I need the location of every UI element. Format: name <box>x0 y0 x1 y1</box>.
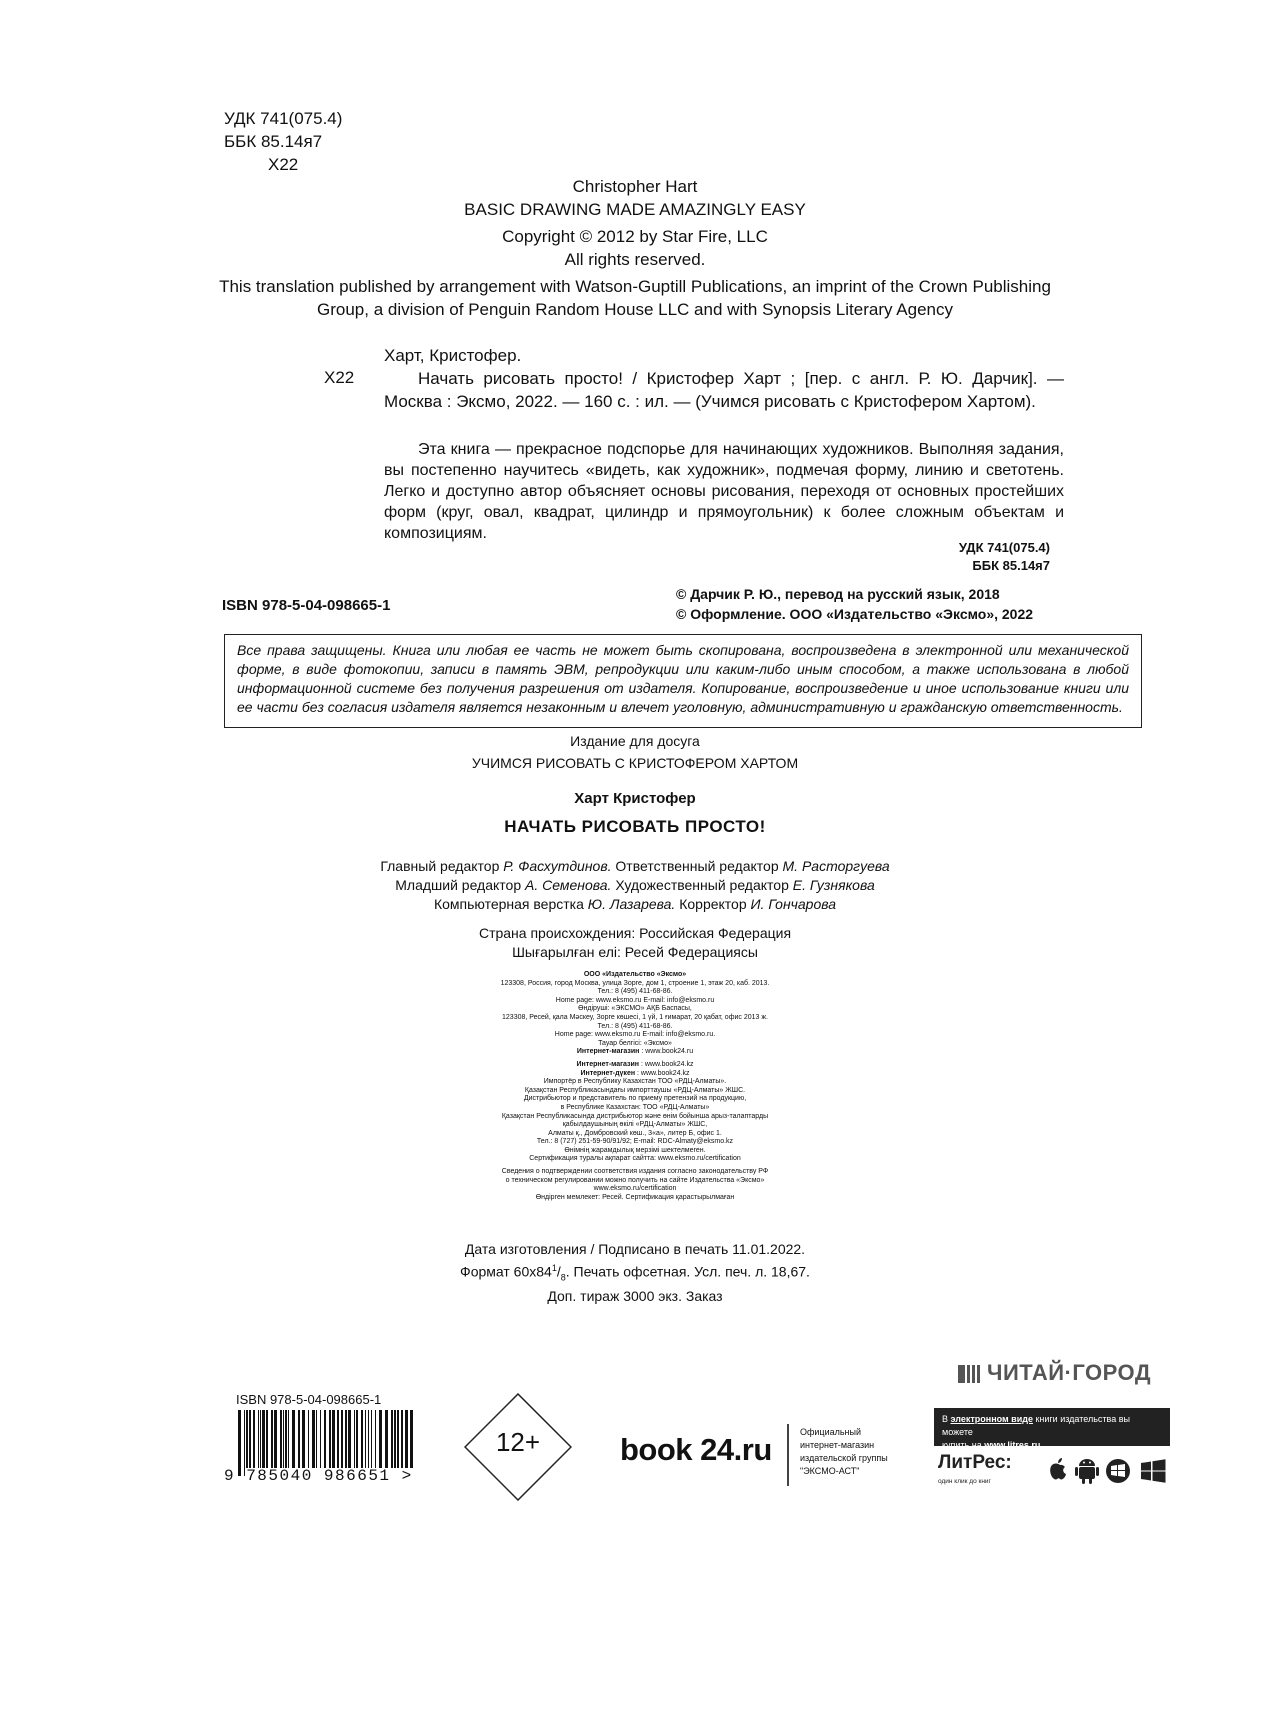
bbk-code: ББК 85.14я7 <box>224 132 323 151</box>
book24-logo: book 24.ru <box>620 1432 772 1467</box>
design-copyright: © Оформление. ООО «Издательство «Эксмо», 2022 <box>676 606 1034 622</box>
original-title: BASIC DRAWING MADE AMAZINGLY EASY <box>464 200 806 219</box>
barcode-bar <box>266 1410 268 1468</box>
publisher-info-line: Тел.: 8 (727) 251-59-90/91/92; E-mail: RDC-Almaty@eksmo.kz <box>536 1138 734 1146</box>
barcode-bar <box>253 1410 255 1468</box>
barcode-bar <box>391 1410 393 1468</box>
publisher-info-line: қабылдаушының өкілі «РДЦ-Алматы» ЖШС, <box>562 1121 708 1129</box>
barcode-bar <box>283 1410 284 1468</box>
chitai-gorod-logo: ЧИТАЙ·ГОРОД <box>958 1360 1151 1386</box>
barcode-bar <box>405 1410 408 1468</box>
publisher-info-block <box>0 971 1270 1202</box>
publisher-info-line: в Республике Казахстан: ТОО «РДЦ-Алматы» <box>560 1103 710 1111</box>
editors-line: Компьютерная верстка Ю. Лазарева. Корректор И. Гончарова <box>433 896 837 912</box>
publisher-group-3 <box>0 1168 1270 1202</box>
publisher-info-line: Тауар белгісі: «Эксмо» <box>598 1039 672 1047</box>
editors-line: Главный редактор Р. Фасхутдинов. Ответственный редактор М. Расторгуева <box>380 858 890 874</box>
imprint-author: Харт Кристофер <box>574 790 696 807</box>
publisher-info-line: о техническом регулировании можно получить на сайте Издательства «Эксмо» <box>505 1176 765 1184</box>
original-rights: All rights reserved. <box>564 250 706 269</box>
publisher-info-line: Қазақстан Республикасында дистрибьютор және өнім бойынша арыз-талаптарды <box>501 1112 769 1120</box>
barcode-bar <box>271 1410 273 1468</box>
barcode-bar <box>329 1410 331 1468</box>
arrangement-line-2: Group, a division of Penguin Random House LLC and with Synopsis Literary Agency <box>317 300 953 319</box>
barcode-bar <box>371 1410 372 1468</box>
windows-icon <box>1141 1459 1166 1482</box>
origin-ru: Страна происхождения: Российская Федерация <box>478 925 792 941</box>
barcode-bar <box>361 1410 363 1468</box>
barcode-bar <box>246 1410 248 1468</box>
publisher-info-line: Home page: www.eksmo.ru E-mail: info@eksmo.ru. <box>554 1031 716 1039</box>
barcode-bar <box>368 1410 369 1468</box>
barcode-bar <box>365 1410 366 1468</box>
publisher-info-line: www.eksmo.ru/certification <box>593 1185 677 1193</box>
rights-notice-box: Все права защищены. Книга или любая ее часть не может быть скопирована, воспроизведена в электронной или механической форме, в виде фотокопии, записи в память ЭВМ, репродукции или каким-либо иным способом, а также использована в любой информационной системе без получения разрешения от издателя. Копирование, воспроизведение и иное использование книги или ее части без согласия издателя является незаконным и влечет уголовную, административную и гражданскую ответственность. <box>224 634 1142 728</box>
barcode-bar <box>280 1410 282 1468</box>
barcode-bar <box>316 1410 317 1468</box>
publisher-info-line: Тел.: 8 (495) 411-68-86. <box>597 988 673 996</box>
biblio-abstract: Эта книга — прекрасное подспорье для начинающих художников. Выполняя задания, вы постепенно научитесь «видеть, как художник», подмечая форму, линию и светотень. Легко и доступно автор объясняет основы рисования, переходя от основных простейших форм (круг, овал, квадрат, цилиндр и прямоугольник) к более сложным объектам и композициям. <box>384 441 1064 542</box>
author-sign: Х22 <box>268 155 299 174</box>
publisher-info-line: Сведения о подтверждении соответствия издания согласно законодательству РФ <box>501 1168 769 1176</box>
publisher-info-line: Интернет-магазин : www.book24.ru <box>576 1048 694 1056</box>
barcode-digits: 9 785040 986651 > <box>224 1467 413 1485</box>
isbn: ISBN 978-5-04-098665-1 <box>222 597 391 614</box>
barcode-bar <box>320 1410 321 1468</box>
barcode-bar <box>345 1410 347 1468</box>
origin-kz: Шығарылған елі: Ресей Федерациясы <box>512 944 758 960</box>
barcode-bar <box>397 1410 399 1468</box>
windows-phone-icon <box>1106 1459 1130 1483</box>
publisher-info-line: Сертификация туралы ақпарат сайтта: www.eksmo.ru/certification <box>529 1155 741 1163</box>
barcode-bar <box>312 1410 315 1468</box>
barcode-bar <box>379 1410 382 1468</box>
barcode-bar <box>298 1410 300 1468</box>
litres-banner: В электронном виде книги издательства вы можете купить на www.litres.ru <box>934 1408 1170 1446</box>
barcode-bar <box>302 1410 305 1468</box>
biblio-author-sign: Х22 <box>324 368 355 387</box>
udk-code: УДК 741(075.4) <box>224 109 343 128</box>
publisher-info-line: Интернет-дүкен : www.book24.kz <box>580 1069 690 1077</box>
barcode-bar <box>249 1410 251 1468</box>
classification-codes <box>224 107 342 176</box>
editors-block <box>0 857 1270 914</box>
biblio-description: Начать рисовать просто! / Кристофер Харт ; [пер. с англ. Р. Ю. Дарчик]. — Москва : Эксмо, 2022. — 160 с. : ил. — (Учимся рисовать с Кристофером Хартом). <box>384 369 1064 411</box>
original-author: Christopher Hart <box>572 177 698 196</box>
publisher-info-line: Өнімнің жарамдылық мерзімі шектелмеген. <box>564 1146 706 1154</box>
barcode-bar <box>260 1410 261 1468</box>
barcode-bar <box>285 1410 287 1468</box>
apple-icon <box>1050 1458 1066 1480</box>
publisher-info-line: ООО «Издательство «Эксмо» <box>583 971 687 978</box>
translation-copyright: © Дарчик Р. Ю., перевод на русский язык, 2018 <box>676 586 1000 602</box>
publisher-info-line: 123308, Ресей, қала Мәскеу, Зорге көшесі, 1 үй, 1 ғимарат, 20 қабат, офис 2013 ж. <box>502 1013 768 1021</box>
publisher-info-line: Өндіруші: «ЭКСМО» АҚБ Баспасы, <box>578 1005 692 1013</box>
original-copyright: Copyright © 2012 by Star Fire, LLC <box>502 227 768 246</box>
publisher-group-1 <box>0 971 1270 1057</box>
arrangement-line-1: This translation published by arrangement with Watson-Guptill Publications, an imprint of the Crown Publishing <box>219 277 1051 296</box>
barcode-bar <box>324 1410 326 1468</box>
biblio-heading: Харт, Кристофер. <box>384 346 522 365</box>
printing-format: Формат $60x84^1/_8$. Печать офсетная. Усл. печ. л. 18,67. <box>460 1263 810 1283</box>
barcode-bar <box>385 1410 388 1468</box>
barcode-bar <box>292 1410 295 1468</box>
barcode-bar <box>337 1410 339 1468</box>
barcode-isbn: ISBN 978-5-04-098665-1 <box>236 1392 382 1407</box>
book24-description: Официальный интернет-магазин издательской группы "ЭКСМО-АСТ" <box>800 1427 888 1476</box>
barcode-bar <box>401 1410 403 1468</box>
russian-copyrights <box>676 584 1033 624</box>
barcode-bar <box>356 1410 358 1468</box>
barcode-bar <box>410 1410 413 1468</box>
publisher-info-line: Дистрибьютор и представитель по приему претензий на продукцию, <box>523 1095 747 1103</box>
publisher-info-line: Тел.: 8 (495) 411-68-86. <box>597 1022 673 1030</box>
barcode-bar <box>375 1410 376 1468</box>
publisher-info-line: Интернет-магазин : www.book24.kz <box>576 1060 694 1068</box>
barcode-bar <box>341 1410 343 1468</box>
book24-divider <box>787 1424 789 1486</box>
original-edition-block <box>0 175 1270 321</box>
barcode-bar <box>394 1410 396 1468</box>
printing-run: Доп. тираж 3000 экз. Заказ <box>547 1288 723 1305</box>
barcode-bar <box>262 1410 265 1468</box>
barcode-bar <box>348 1410 351 1468</box>
publisher-info-line: Қазақстан Республикасындағы импорттаушы «РДЦ-Алматы» ЖШС. <box>524 1086 746 1094</box>
publisher-group-2 <box>0 1061 1270 1164</box>
barcode-bar <box>308 1410 309 1468</box>
biblio-codes <box>900 539 1050 575</box>
chitai-gorod-mark-icon <box>958 1365 984 1383</box>
barcode-bar <box>332 1410 335 1468</box>
barcode-bar <box>288 1410 289 1468</box>
barcode-bar <box>258 1410 259 1468</box>
printing-date: Дата изготовления / Подписано в печать 11.01.2022. <box>464 1241 806 1257</box>
barcode-bar <box>354 1410 355 1468</box>
age-rating: 12+ <box>495 1427 541 1457</box>
publication-type: Издание для досуга <box>570 733 700 749</box>
origin-block <box>0 924 1270 962</box>
editors-line: Младший редактор А. Семенова. Художественный редактор Е. Гузнякова <box>395 877 875 893</box>
litres-slogan: один клик до книг <box>938 1478 991 1485</box>
android-icon <box>1075 1459 1099 1484</box>
publisher-info-line: 123308, Россия, город Москва, улица Зорге, дом 1, строение 1, этаж 20, каб. 2013. <box>500 979 770 987</box>
platform-icons <box>1046 1456 1168 1486</box>
series-name: УЧИМСЯ РИСОВАТЬ С КРИСТОФЕРОМ ХАРТОМ <box>471 755 799 771</box>
publisher-info-line: Алматы қ., Домбровский көш., 3«а», литер Б, офис 1. <box>548 1129 722 1137</box>
bibliographic-record <box>324 344 1064 413</box>
publisher-info-line: Home page: www.eksmo.ru E-mail: info@eksmo.ru <box>555 996 715 1004</box>
publisher-info-line: Импортёр в Республику Казахстан ТОО «РДЦ-Алматы». <box>543 1078 727 1086</box>
printing-info <box>0 1240 1270 1306</box>
biblio-udk: УДК 741(075.4) <box>958 540 1050 555</box>
litres-logo: ЛитРес: <box>938 1452 1012 1473</box>
barcode-bar <box>274 1410 277 1468</box>
biblio-bbk: ББК 85.14я7 <box>972 558 1050 573</box>
publisher-info-line: Өндірген мемлекет: Ресей. Сертификация қарастырылмаған <box>535 1193 735 1201</box>
imprint-title: НАЧАТЬ РИСОВАТЬ ПРОСТО! <box>504 817 766 836</box>
